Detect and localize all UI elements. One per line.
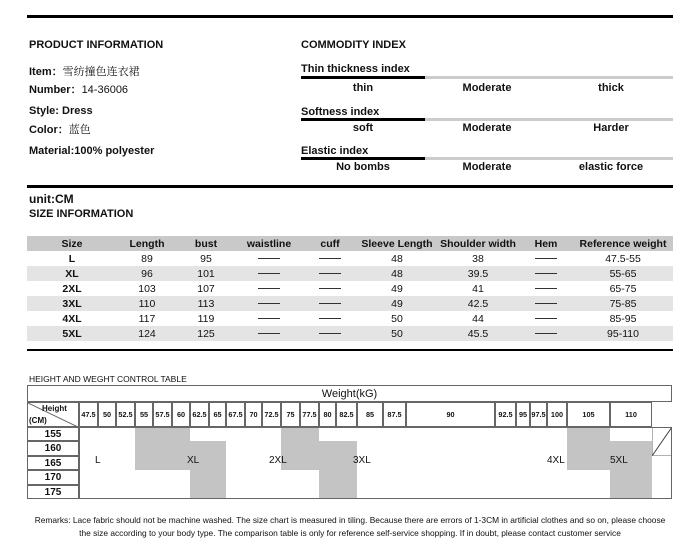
cell-size: 5XL [27, 326, 117, 341]
cell-weight: 65-75 [609, 282, 637, 295]
remarks-line-1: Remarks: Lace fabric should not be machine washed. The size chart is measured in tiling. Because there are errors of 1-3CM in artificial clothes and so on, please choose [34, 515, 666, 525]
thickness-bar [301, 76, 673, 79]
hatch-mark [652, 427, 672, 456]
softness-label-3: Harder [593, 122, 629, 134]
cell-sleeve: 49 [357, 296, 437, 311]
col-bust: bust [177, 236, 235, 251]
weight-cell: 100 [547, 402, 567, 427]
elastic-seg-3 [549, 157, 673, 160]
corner-bottom-label: (CM) [29, 416, 47, 425]
softness-labels [301, 122, 673, 134]
cell-size: L [68, 252, 76, 265]
size-zone-label: 3XL [353, 454, 371, 466]
weight-cell: 87.5 [383, 402, 406, 427]
height-cell: 170 [27, 470, 79, 484]
weight-cell: 110 [610, 402, 652, 427]
cell-hem [519, 281, 573, 296]
thickness-label-2: Moderate [462, 82, 512, 94]
dash-mark [319, 303, 341, 304]
size-zone-label: XL [187, 454, 200, 466]
control-table [27, 385, 672, 499]
dash-mark [535, 303, 557, 304]
height-cell: 175 [27, 485, 79, 499]
cell-length: 96 [117, 266, 177, 281]
item-row [29, 63, 140, 79]
size-table-bottom-rule [27, 349, 673, 351]
thickness-seg-1 [301, 76, 425, 79]
dash-mark [319, 273, 341, 274]
thickness-seg-3 [549, 76, 673, 79]
size-table-header [27, 236, 673, 251]
commodity-heading: COMMODITY INDEX [301, 39, 406, 51]
dash-mark [258, 273, 280, 274]
cell-weight: 55-65 [573, 266, 673, 281]
col-shoulder-width: Shoulder width [437, 236, 519, 251]
cell-sleeve: 49 [391, 282, 403, 295]
cell-length: 117 [138, 312, 156, 325]
cell-hem [519, 311, 573, 326]
thickness-label-3: thick [598, 82, 624, 94]
height-cell: 165 [27, 456, 79, 470]
cell-hem [519, 296, 573, 311]
cell-waistline [235, 296, 303, 311]
weight-cell: 97.5 [530, 402, 547, 427]
elastic-labels [301, 161, 673, 173]
cell-hem [519, 251, 573, 266]
cell-bust: 101 [177, 266, 235, 281]
col-sleeve-length: Sleeve Length [357, 236, 437, 251]
cell-size: XL [27, 266, 117, 281]
height-cell: 155 [27, 427, 79, 441]
control-heading: HEIGHT AND WEGHT CONTROL TABLE [29, 374, 187, 384]
elastic-bar [301, 157, 673, 160]
weight-cell: 47.5 [79, 402, 98, 427]
weight-cell: 95 [516, 402, 530, 427]
size-zone-label: 4XL [547, 454, 565, 466]
size-zone-label: 5XL [610, 454, 628, 466]
weight-cell: 82.5 [336, 402, 357, 427]
color-label: Color： [29, 124, 69, 136]
weight-cell: 55 [135, 402, 153, 427]
cell-bust: 107 [197, 282, 215, 295]
weight-cell: 65 [209, 402, 226, 427]
softness-bar [301, 118, 673, 121]
thickness-labels [301, 82, 673, 94]
softness-label-2: Moderate [462, 122, 512, 134]
weight-cell: 62.5 [190, 402, 209, 427]
unit-label: unit:CM [29, 192, 74, 206]
dash-mark [319, 333, 341, 334]
number-row [29, 81, 128, 97]
cell-length: 103 [138, 282, 156, 295]
elastic-label-1: No bombs [336, 161, 390, 173]
dash-mark [319, 258, 341, 259]
cell-shoulder: 39.5 [437, 266, 519, 281]
color-row [29, 121, 91, 137]
cell-waistline [235, 281, 303, 296]
table-row [27, 281, 673, 296]
elastic-label-2: Moderate [462, 161, 512, 173]
size-info-heading: SIZE INFORMATION [29, 208, 134, 220]
table-row [27, 251, 673, 266]
cell-length: 124 [117, 326, 177, 341]
softness-seg-1 [301, 118, 425, 121]
softness-seg-2 [425, 118, 549, 121]
cell-bust: 119 [197, 312, 215, 325]
weight-cell: 67.5 [226, 402, 245, 427]
cell-hem [519, 266, 573, 281]
cell-shoulder: 42.5 [437, 296, 519, 311]
section-rule [27, 185, 673, 188]
cell-cuff [303, 251, 357, 266]
dash-mark [319, 288, 341, 289]
cell-sleeve: 50 [391, 312, 403, 325]
height-corner [27, 402, 79, 427]
weight-cell: 85 [357, 402, 383, 427]
cell-cuff [303, 296, 357, 311]
weight-cell: 105 [567, 402, 610, 427]
weight-title: Weight(kG) [27, 385, 672, 402]
col-cuff: cuff [303, 236, 357, 251]
cell-hem [519, 326, 573, 341]
dash-mark [258, 318, 280, 319]
weight-cell: 77.5 [300, 402, 319, 427]
cell-shoulder: 41 [472, 282, 484, 295]
material-value: 100% polyester [74, 145, 155, 157]
cell-shoulder: 44 [472, 312, 484, 325]
table-row [27, 266, 673, 281]
number-value: 14-36006 [81, 84, 129, 96]
weight-cell: 75 [281, 402, 300, 427]
weight-cell: 70 [245, 402, 262, 427]
cell-weight: 47.5-55 [605, 252, 641, 265]
size-zone-label: L [95, 454, 101, 466]
dash-mark [319, 318, 341, 319]
dash-mark [535, 318, 557, 319]
height-cell: 160 [27, 441, 79, 455]
weight-cell: 72.5 [262, 402, 281, 427]
dash-mark [258, 258, 280, 259]
cell-bust: 125 [177, 326, 235, 341]
thickness-seg-2 [425, 76, 549, 79]
col-length: Length [117, 236, 177, 251]
style-row [29, 105, 93, 117]
cell-length: 89 [141, 252, 153, 265]
top-rule [27, 15, 673, 18]
cell-bust: 95 [200, 252, 212, 265]
cell-sleeve: 48 [357, 266, 437, 281]
cell-weight: 95-110 [573, 326, 673, 341]
dash-mark [258, 333, 280, 334]
style-value: Dress [62, 105, 93, 117]
cell-cuff [303, 281, 357, 296]
elastic-label-3: elastic force [578, 161, 644, 173]
dash-mark [535, 258, 557, 259]
material-label: Material: [29, 145, 75, 157]
table-row [27, 296, 673, 311]
dash-mark [258, 288, 280, 289]
weight-cell: 60 [172, 402, 190, 427]
color-value: 蓝色 [68, 124, 91, 136]
table-row [27, 311, 673, 326]
product-info-heading: PRODUCT INFORMATION [29, 39, 164, 51]
material-row [29, 145, 154, 157]
elastic-seg-2 [425, 157, 549, 160]
cell-bust: 113 [177, 296, 235, 311]
cell-cuff [303, 311, 357, 326]
cell-weight: 75-85 [573, 296, 673, 311]
table-row [27, 326, 673, 341]
col-waistline: waistline [235, 236, 303, 251]
thickness-label-1: thin [352, 82, 374, 94]
softness-title: Softness index [301, 106, 380, 118]
softness-seg-3 [549, 118, 673, 121]
weight-cell: 57.5 [153, 402, 172, 427]
weight-cell: 90 [406, 402, 495, 427]
weight-cell: 52.5 [116, 402, 135, 427]
weight-cell: 50 [98, 402, 116, 427]
cell-length: 110 [117, 296, 177, 311]
elastic-title: Elastic index [301, 145, 369, 157]
cell-shoulder: 45.5 [437, 326, 519, 341]
cell-weight: 85-95 [609, 312, 637, 325]
cell-waistline [235, 266, 303, 281]
thickness-title: Thin thickness index [301, 63, 410, 75]
style-label: Style: [29, 105, 63, 117]
cell-sleeve: 50 [357, 326, 437, 341]
item-label: Item： [29, 66, 63, 78]
size-table [27, 236, 673, 341]
cell-shoulder: 38 [472, 252, 484, 265]
cell-size: 2XL [62, 282, 82, 295]
weight-cell: 92.5 [495, 402, 516, 427]
remarks-line-2: the size according to your body type. The comparison table is only for reference self-service shopping. If in doubt, please contact customer service [79, 528, 621, 538]
cell-size: 4XL [62, 312, 82, 325]
col-reference-weight: Reference weight [573, 236, 673, 251]
dash-mark [535, 333, 557, 334]
weight-cell: 80 [319, 402, 336, 427]
dash-mark [535, 288, 557, 289]
grid-body-border [79, 427, 672, 499]
dash-mark [258, 303, 280, 304]
size-zone-label: 2XL [269, 454, 287, 466]
corner-top-label: Height [42, 404, 67, 413]
elastic-seg-1 [301, 157, 425, 160]
cell-sleeve: 48 [391, 252, 403, 265]
col-hem: Hem [519, 236, 573, 251]
number-label: Number： [29, 84, 82, 96]
item-value: 雪纺撞色连衣裙 [62, 66, 140, 78]
cell-cuff [303, 266, 357, 281]
cell-cuff [303, 326, 357, 341]
cell-size: 3XL [27, 296, 117, 311]
dash-mark [535, 273, 557, 274]
col-size: Size [27, 236, 117, 251]
softness-label-1: soft [352, 122, 374, 134]
cell-waistline [235, 326, 303, 341]
cell-waistline [235, 311, 303, 326]
cell-waistline [235, 251, 303, 266]
